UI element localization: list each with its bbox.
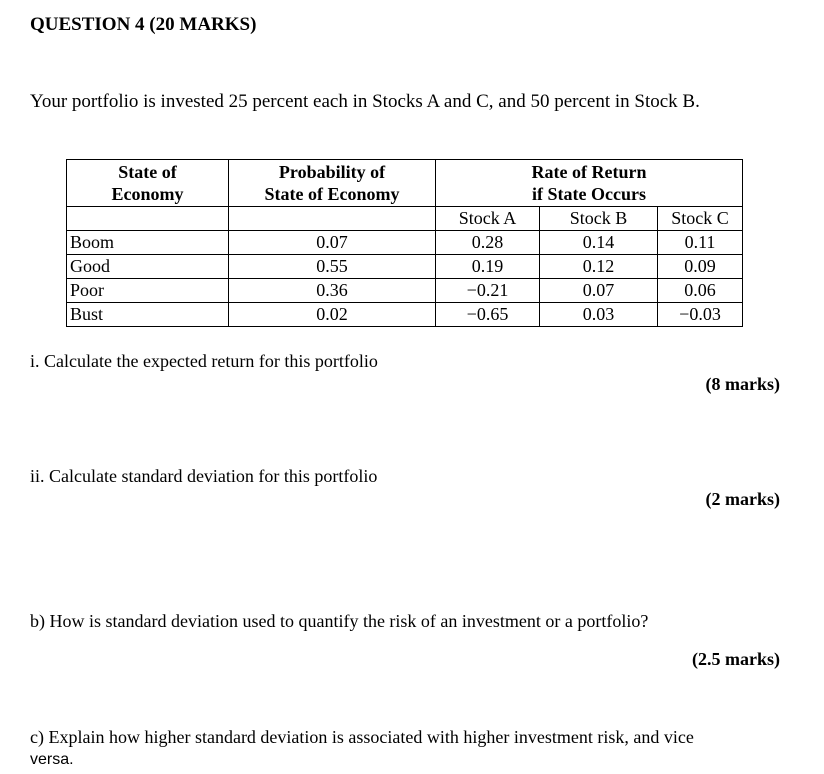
question-c-line2: versa. (30, 751, 74, 768)
stock-c-header: Stock C (658, 207, 743, 231)
returns-table (66, 159, 743, 327)
question-ii-marks: (2 marks) (705, 489, 780, 509)
header-rate-of-return (436, 160, 743, 207)
stock-a-cell: 0.28 (436, 231, 540, 255)
header-state (67, 160, 229, 207)
state-cell: Bust (67, 303, 229, 327)
stock-c-cell: −0.03 (658, 303, 743, 327)
stock-a-cell: −0.65 (436, 303, 540, 327)
header-prob-line2: State of Economy (264, 184, 400, 204)
header-state-line2: Economy (111, 184, 184, 204)
header-ror-line1: Rate of Return (531, 162, 647, 182)
question-title: QUESTION 4 (20 MARKS) (30, 14, 257, 35)
question-c-line1: c) Explain how higher standard deviation is associated with higher investment risk, and vice (30, 727, 694, 747)
state-cell: Poor (67, 279, 229, 303)
probability-cell: 0.02 (229, 303, 436, 327)
question-ii: ii. Calculate standard deviation for this portfolio (30, 466, 378, 486)
stock-a-cell: 0.19 (436, 255, 540, 279)
header-ror-line2: if State Occurs (532, 184, 646, 204)
table-header-row (67, 160, 743, 207)
stock-c-cell: 0.11 (658, 231, 743, 255)
empty-cell (67, 207, 229, 231)
stock-c-cell: 0.09 (658, 255, 743, 279)
probability-cell: 0.55 (229, 255, 436, 279)
probability-cell: 0.36 (229, 279, 436, 303)
table-row (67, 279, 743, 303)
stock-a-cell: −0.21 (436, 279, 540, 303)
stock-b-cell: 0.03 (540, 303, 658, 327)
header-probability (229, 160, 436, 207)
question-i-marks: (8 marks) (705, 374, 780, 394)
question-i: i. Calculate the expected return for this portfolio (30, 351, 378, 371)
stock-b-cell: 0.14 (540, 231, 658, 255)
header-prob-line1: Probability of (278, 162, 386, 182)
intro-text: Your portfolio is invested 25 percent each in Stocks A and C, and 50 percent in Stock B. (30, 91, 700, 112)
stock-b-header: Stock B (540, 207, 658, 231)
header-state-line1: State of (118, 162, 177, 182)
question-b-marks: (2.5 marks) (692, 649, 780, 669)
table-row (67, 231, 743, 255)
stock-b-cell: 0.07 (540, 279, 658, 303)
stock-header-row (67, 207, 743, 231)
table-row (67, 255, 743, 279)
stock-a-header: Stock A (436, 207, 540, 231)
state-cell: Good (67, 255, 229, 279)
state-cell: Boom (67, 231, 229, 255)
question-b: b) How is standard deviation used to quantify the risk of an investment or a portfolio? (30, 611, 649, 631)
empty-cell (229, 207, 436, 231)
stock-c-cell: 0.06 (658, 279, 743, 303)
table-row (67, 303, 743, 327)
stock-b-cell: 0.12 (540, 255, 658, 279)
probability-cell: 0.07 (229, 231, 436, 255)
